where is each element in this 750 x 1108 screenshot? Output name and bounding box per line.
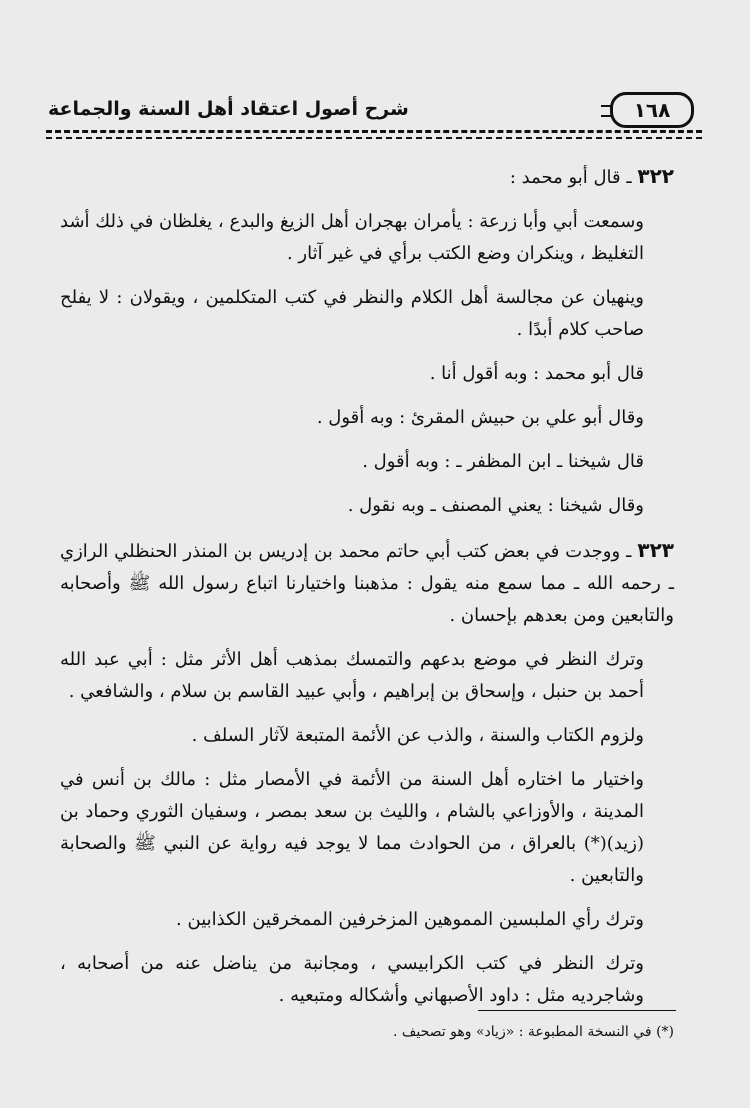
paragraph: ولزوم الكتاب والسنة ، والذب عن الأئمة المتبعة لآثار السلف . xyxy=(191,725,644,746)
paragraph: واختيار ما اختاره أهل السنة من الأئمة في الأمصار مثل : مالك بن أنس في المدينة ، والأوزاعي بالشام ، والليث بن سعد بمصر ، وسفيان الثوري وحماد بن (زيد)(*) بالعراق ، من الحوادث مما لا يوجد فيه رواية عن النبي ﷺ والصحابة والتابعين . xyxy=(60,769,644,886)
paragraph: وقال شيخنا : يعني المصنف ـ وبه نقول . xyxy=(347,495,644,516)
book-title: شرح أصول اعتقاد أهل السنة والجماعة xyxy=(48,98,409,120)
paragraph: قال شيخنا ـ ابن المظفر ـ : وبه أقول . xyxy=(362,451,644,472)
paragraph-text: ـ ووجدت في بعض كتب أبي حاتم محمد بن إدريس بن المنذر الحنظلي الرازي ـ رحمه الله ـ مما سمع منه يقول : مذهبنا واختيارنا اتباع رسول الله ﷺ وأصحابه والتابعين ومن بعدهم بإحسان . xyxy=(60,541,675,626)
paragraph: وسمعت أبي وأبا زرعة : يأمران بهجران أهل الزيغ والبدع ، يغلظان في ذلك أشد التغليظ ، وينكران وضع الكتب برأي في غير آثار . xyxy=(60,211,644,264)
paragraph: قال أبو محمد : وبه أقول أنا . xyxy=(429,363,644,384)
page-number: ١٦٨ xyxy=(610,92,694,128)
paragraph: وينهيان عن مجالسة أهل الكلام والنظر في كتب المتكلمين ، ويقولان : لا يفلح صاحب كلام أبدًا . xyxy=(60,287,644,340)
page-header xyxy=(48,92,702,132)
paragraph-text: ـ قال أبو محمد : xyxy=(509,167,638,188)
footnote: (*) في النسخة المطبوعة : «زياد» وهو تصحيف . xyxy=(393,1024,674,1040)
entry-number: ٣٢٣ xyxy=(637,538,674,562)
paragraph: وترك النظر في موضع بدعهم والتمسك بمذهب أهل الأثر مثل : أبي عبد الله أحمد بن حنبل ، وإسحاق بن إبراهيم ، وأبي عبيد القاسم بن سلام ، والشافعي . xyxy=(60,649,644,702)
page-body xyxy=(60,160,674,1024)
paragraph-323 xyxy=(60,534,674,632)
header-divider xyxy=(46,130,702,139)
paragraph-322 xyxy=(60,160,674,194)
paragraph: وقال أبو علي بن حبيش المقرئ : وبه أقول . xyxy=(316,407,644,428)
entry-number: ٣٢٢ xyxy=(637,164,674,188)
paragraph: وترك النظر في كتب الكرابيسي ، ومجانبة من يناضل عنه من أصحابه ، وشاجرديه مثل : داود الأصبهاني وأشكاله ومتبعيه . xyxy=(60,953,644,1006)
paragraph: وترك رأي الملبسين المموهين المزخرفين الممخرقين الكذابين . xyxy=(176,909,644,930)
footnote-divider xyxy=(478,1010,676,1011)
